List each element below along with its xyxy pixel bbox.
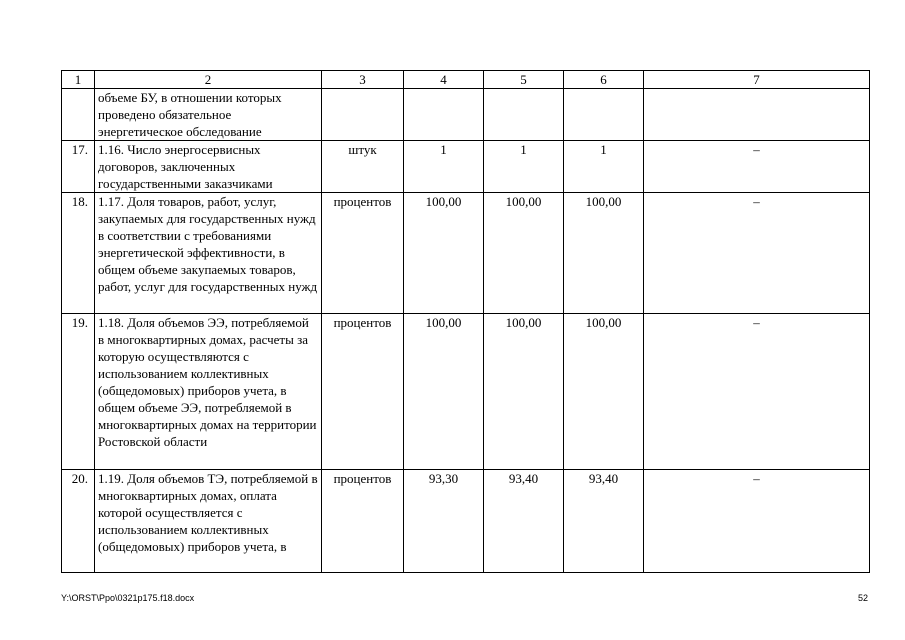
value-cell: 100,00 (564, 314, 644, 470)
footer-file-path: Y:\ORST\Ppo\0321p175.f18.docx (61, 593, 195, 603)
indicator-name: 1.18. Доля объемов ЭЭ, потребляемой в многоквартирных домах, расчеты за которую осуществляются с использованием коллективных (общедомовых) приборов учета, в общем объеме ЭЭ, потребляемой в многоквартирных домах на территории Ростовской области (95, 314, 322, 470)
unit-cell: процентов (322, 193, 404, 314)
header-cell: 4 (404, 71, 484, 89)
value-cell: 93,30 (404, 470, 484, 573)
value-cell: 1 (564, 141, 644, 193)
value-cell: 100,00 (484, 193, 564, 314)
table-row (62, 193, 870, 314)
value-cell (484, 89, 564, 141)
value-cell: 93,40 (484, 470, 564, 573)
value-cell (404, 89, 484, 141)
header-cell: 6 (564, 71, 644, 89)
value-cell (564, 89, 644, 141)
header-cell: 3 (322, 71, 404, 89)
value-cell: 1 (404, 141, 484, 193)
unit-cell: процентов (322, 470, 404, 573)
indicator-name: 1.17. Доля товаров, работ, услуг, закупаемых для государственных нужд в соответствии с требованиями энергетической эффективности, в общем объеме закупаемых товаров, работ, услуг для государственных нужд (95, 193, 322, 314)
indicator-name: 1.19. Доля объемов ТЭ, потребляемой в многоквартирных домах, оплата которой осуществляется с использованием коллективных (общедомовых) приборов учета, в (95, 470, 322, 573)
header-cell: 7 (644, 71, 870, 89)
footer-page-number: 52 (857, 593, 868, 603)
note-cell: – (644, 314, 870, 470)
row-number: 19. (62, 314, 95, 470)
note-cell: – (644, 193, 870, 314)
table-row (62, 470, 870, 573)
note-cell (644, 89, 870, 141)
value-cell: 1 (484, 141, 564, 193)
table-row (62, 141, 870, 193)
header-cell: 5 (484, 71, 564, 89)
indicator-name: объеме БУ, в отношении которых проведено обязательное энергетическое обследование (95, 89, 322, 141)
table-row (62, 314, 870, 470)
indicators-table (61, 70, 870, 573)
value-cell: 100,00 (484, 314, 564, 470)
value-cell: 100,00 (564, 193, 644, 314)
table-row (62, 89, 870, 141)
note-cell: – (644, 470, 870, 573)
value-cell: 100,00 (404, 314, 484, 470)
header-cell: 1 (62, 71, 95, 89)
row-number: 18. (62, 193, 95, 314)
row-number (62, 89, 95, 141)
note-cell: – (644, 141, 870, 193)
table-header-row (62, 71, 870, 89)
header-cell: 2 (95, 71, 322, 89)
unit-cell (322, 89, 404, 141)
unit-cell: процентов (322, 314, 404, 470)
value-cell: 100,00 (404, 193, 484, 314)
indicator-name: 1.16. Число энергосервисных договоров, заключенных государственными заказчиками (95, 141, 322, 193)
row-number: 20. (62, 470, 95, 573)
row-number: 17. (62, 141, 95, 193)
value-cell: 93,40 (564, 470, 644, 573)
unit-cell: штук (322, 141, 404, 193)
